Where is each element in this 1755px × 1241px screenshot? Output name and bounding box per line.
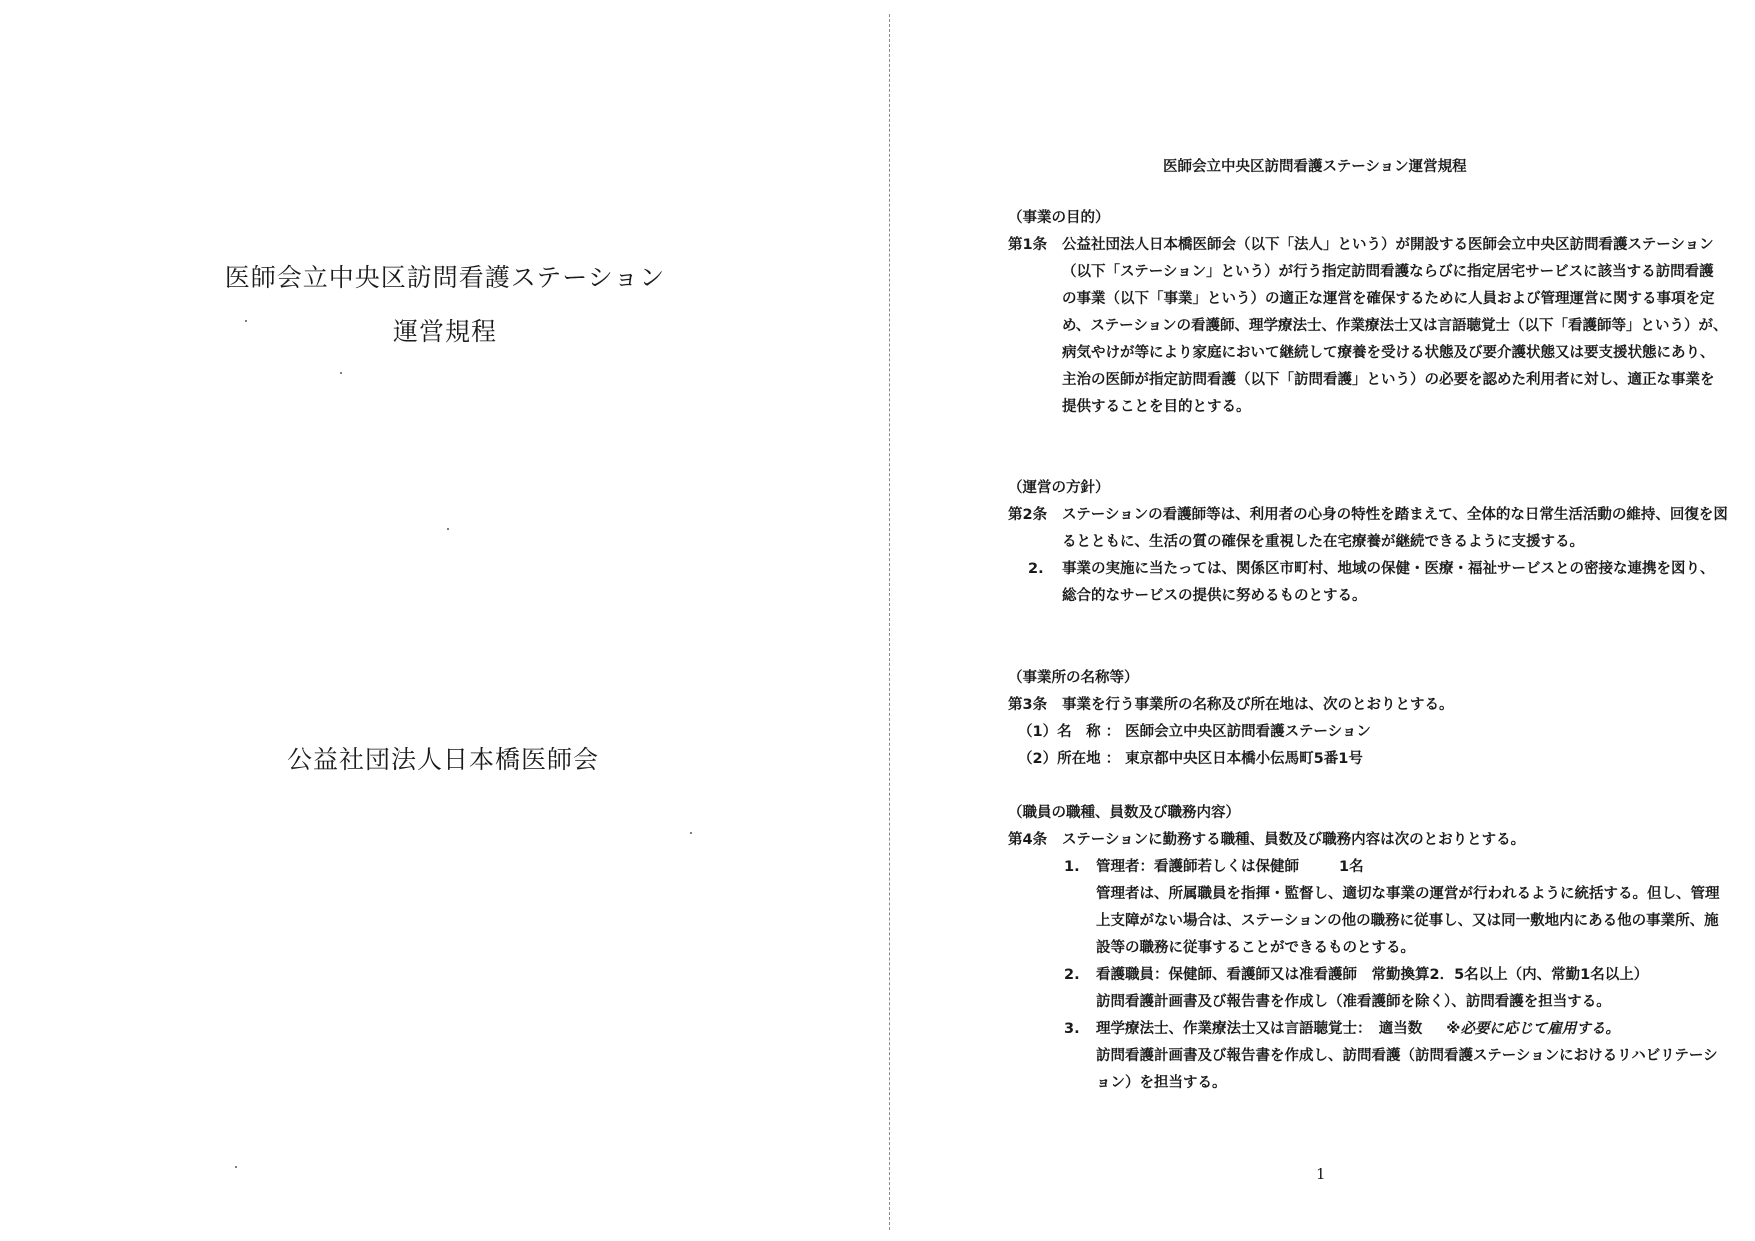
page-number: 1 <box>1316 1165 1326 1183</box>
role-number: 3. <box>1064 1021 1080 1037</box>
page-divider <box>889 14 890 1230</box>
role-duty: 訪問看護計画書及び報告書を作成し（准看護師を除く）、訪問看護を担当する。 <box>1096 994 1611 1010</box>
section-purpose <box>1008 205 1728 421</box>
section-heading: （職員の職種、員数及び職務内容） <box>1008 805 1240 821</box>
article-text: ステーションに勤務する職種、員数及び職務内容は次のとおりとする。 <box>1062 832 1526 848</box>
section-policy <box>1008 475 1728 610</box>
scan-speck <box>340 372 342 374</box>
article-text: 公益社団法人日本橋医師会（以下「法人」という）が開設する医師会立中央区訪問看護ステーション（以下「ステーション」という）が行う指定訪問看護ならびに指定居宅サービスに該当する訪問看護の事業（以下「事業」という）の適正な運営を確保するために人員および管理運営に関する事項を定め、ステーションの看護師、理学療法士、作業療法士又は言語聴覚士（以下「看護師等」という）が、病気やけが等により家庭において継続して療養を受ける状態及び要介護状態又は要支援状態にあり、主治の医師が指定訪問看護（以下「訪問看護」という）の必要を認めた利用者に対し、適正な事業を提供することを目的とする。 <box>1062 237 1728 415</box>
section-heading: （運営の方針） <box>1008 480 1110 496</box>
article-4 <box>1008 827 1728 854</box>
section-heading: （事業所の名称等） <box>1008 670 1139 686</box>
scan-speck <box>245 320 247 322</box>
role-duty: 訪問看護計画書及び報告書を作成し、訪問看護（訪問看護ステーションにおけるリハビリテーション）を担当する。 <box>1096 1048 1718 1091</box>
article-label: 第3条 <box>1008 697 1048 713</box>
role-name: 管理者：看護師若しくは保健師 <box>1096 859 1299 875</box>
role-count: 1名 <box>1339 859 1364 875</box>
role-note: ※必要に応じて雇用する。 <box>1446 1021 1620 1037</box>
article-3 <box>1008 692 1728 719</box>
role-manager <box>1064 854 1728 881</box>
rules-page <box>893 0 1755 1241</box>
scan-speck <box>690 832 692 834</box>
article-label: 第2条 <box>1008 507 1048 523</box>
rules-title: 医師会立中央区訪問看護ステーション運営規程 <box>1163 159 1467 175</box>
section-office-name <box>1008 665 1728 773</box>
article-text: 事業を行う事業所の名称及び所在地は、次のとおりとする。 <box>1062 697 1454 713</box>
office-address-item: （2）所在地 ： 東京都中央区日本橋小伝馬町5番1号 <box>1018 751 1363 767</box>
paragraph-number: 2. <box>1028 561 1044 577</box>
role-nursing-staff <box>1064 962 1728 989</box>
role-number: 2. <box>1064 967 1080 983</box>
role-therapist <box>1064 1016 1728 1043</box>
cover-organization: 公益社団法人日本橋医師会 <box>286 745 599 774</box>
section-heading: （事業の目的） <box>1008 210 1110 226</box>
scan-speck <box>235 1166 237 1168</box>
section-staff <box>1008 800 1728 1097</box>
role-duty: 管理者は、所属職員を指揮・監督し、適切な事業の運営が行われるように統括する。但し、管理上支障がない場合は、ステーションの他の職務に従事し、又は同一敷地内にある他の事業所、施設等の職務に従事することができるものとする。 <box>1096 886 1720 956</box>
role-number: 1. <box>1064 859 1080 875</box>
cover-title-line2: 運営規程 <box>392 317 497 346</box>
article-text: ステーションの看護師等は、利用者の心身の特性を踏まえて、全体的な日常生活活動の維持、回復を図るとともに、生活の質の確保を重視した在宅療養が継続できるように支援する。 <box>1062 507 1728 550</box>
article-2 <box>1008 502 1728 556</box>
cover-title-line1: 医師会立中央区訪問看護ステーション <box>224 263 666 292</box>
paragraph-text: 事業の実施に当たっては、関係区市町村、地域の保健・医療・福祉サービスとの密接な連携を図り、総合的なサービスの提供に努めるものとする。 <box>1062 561 1715 604</box>
office-name-item: （1）名 称 ： 医師会立中央区訪問看護ステーション <box>1018 724 1371 740</box>
role-name: 理学療法士、作業療法士又は言語聴覚士： 適当数 <box>1096 1021 1423 1037</box>
article-1 <box>1008 232 1728 421</box>
role-name: 看護職員：保健師、看護師又は准看護師 常勤換算2．5名以上（内、常勤1名以上） <box>1096 967 1649 983</box>
scan-speck <box>447 528 449 530</box>
article-2-paragraph-2 <box>1028 556 1728 610</box>
article-label: 第1条 <box>1008 237 1048 253</box>
article-label: 第4条 <box>1008 832 1048 848</box>
